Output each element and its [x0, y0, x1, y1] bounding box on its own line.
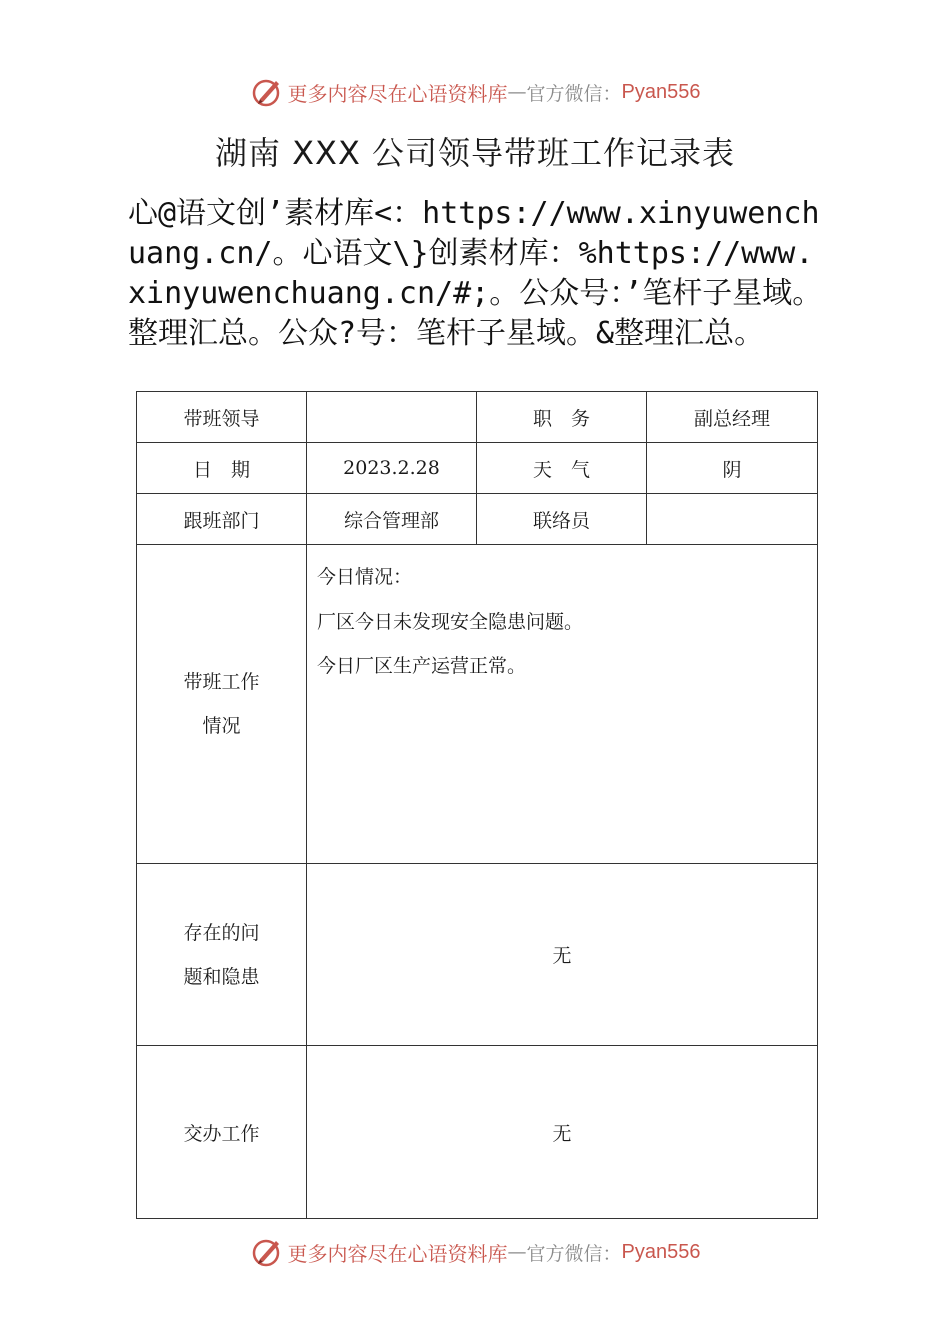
- watermark-red-text: 更多内容尽在心语资料库: [287, 1241, 508, 1266]
- issues-value: 无: [307, 864, 818, 1046]
- liaison-label: 联络员: [477, 494, 647, 545]
- watermark-wechat-id: Pyan556: [621, 80, 701, 103]
- table-row: [137, 545, 818, 864]
- dept-label: 跟班部门: [137, 494, 307, 545]
- watermark-grey-text: 官方微信：: [526, 1242, 622, 1265]
- work-label: [137, 545, 307, 864]
- assigned-label: 交办工作: [137, 1046, 307, 1219]
- work-line: 今日厂区生产运营正常。: [317, 655, 527, 677]
- work-label-line1: 带班工作: [183, 671, 260, 693]
- pen-circle-logo-icon: [250, 1235, 284, 1269]
- watermark-dash: —: [507, 1241, 527, 1263]
- page-title: 湖南 XXX 公司领导带班工作记录表: [214, 134, 736, 172]
- assigned-value: 无: [307, 1046, 818, 1219]
- table-row: [137, 494, 818, 545]
- work-line: 今日情况：: [317, 566, 413, 588]
- issues-label-line2: 题和隐患: [183, 965, 260, 988]
- dept-value: 综合管理部: [307, 494, 477, 545]
- leader-value: [307, 392, 477, 443]
- work-label-line2: 情况: [202, 715, 241, 737]
- table-row: [137, 1046, 818, 1219]
- table-row: [137, 864, 818, 1046]
- watermark-header: [0, 72, 950, 112]
- watermark-dash: —: [507, 81, 527, 103]
- watermark-footer: [0, 1232, 950, 1272]
- position-value: 副总经理: [647, 392, 818, 443]
- intro-text: 心@语文创’素材库<：https://www.xinyuwenchuang.cn/。心语文\}创素材库：%https://www.xinyuwenchuang.cn/#;。公众号：’笔杆子星域。整理汇总。公众?号：笔杆子星域。&整理汇总。: [128, 196, 823, 351]
- work-situation: [307, 545, 818, 864]
- weather-label: 天 气: [477, 443, 647, 494]
- position-label: 职 务: [477, 392, 647, 443]
- record-table: [136, 391, 818, 1219]
- date-value: 2023.2.28: [307, 443, 477, 494]
- watermark-grey-text: 官方微信：: [526, 82, 622, 105]
- work-line: 厂区今日未发现安全隐患问题。: [317, 610, 584, 633]
- pen-circle-logo-icon: [250, 75, 284, 109]
- watermark-red-text: 更多内容尽在心语资料库: [287, 81, 508, 106]
- issues-label-line1: 存在的问: [183, 921, 260, 944]
- weather-value: 阴: [647, 443, 818, 494]
- date-label: 日 期: [137, 443, 307, 494]
- issues-label: [137, 864, 307, 1046]
- leader-label: 带班领导: [137, 392, 307, 443]
- liaison-value: [647, 494, 818, 545]
- table-row: [137, 443, 818, 494]
- watermark-wechat-id: Pyan556: [621, 1240, 701, 1263]
- table-row: [137, 392, 818, 443]
